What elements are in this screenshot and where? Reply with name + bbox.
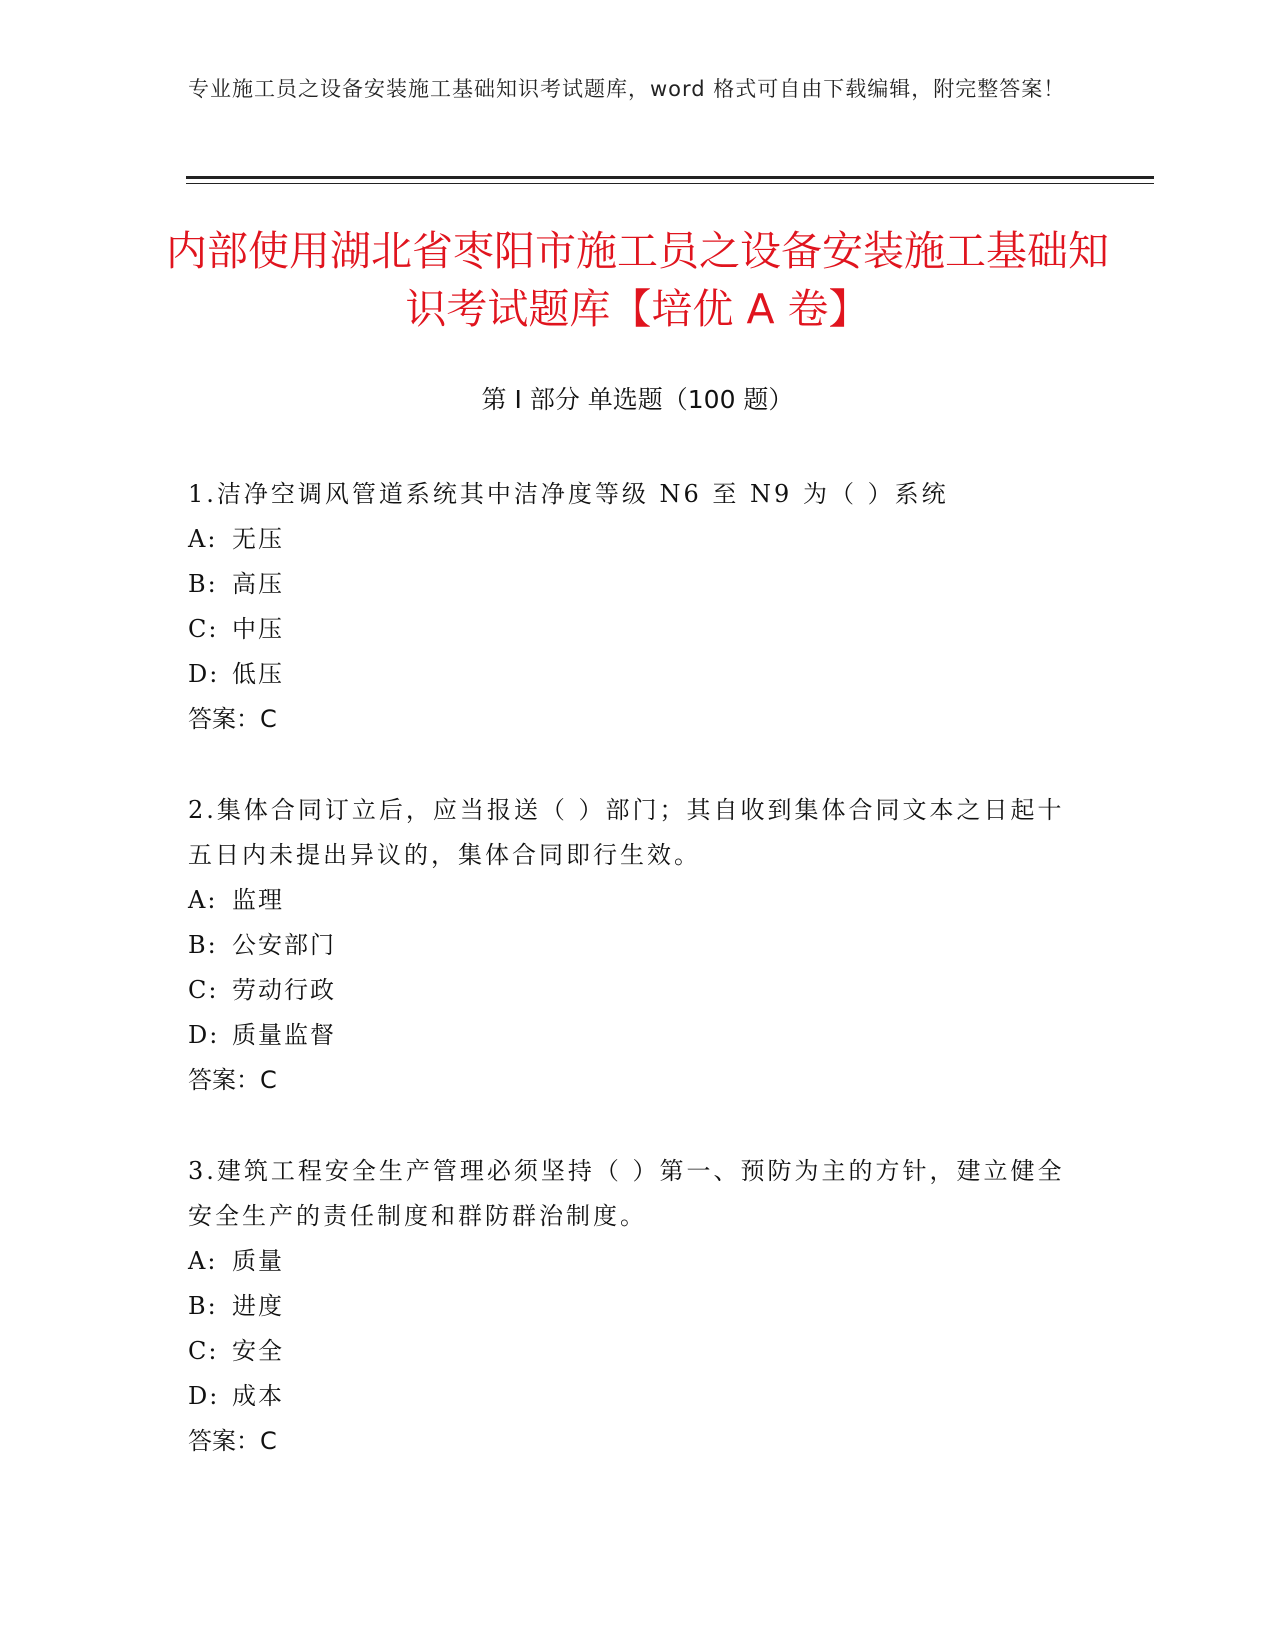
option-c: [188, 968, 1088, 1013]
section-title: 第 I 部分 单选题（100 题）: [481, 385, 794, 414]
option-text: 无压: [232, 525, 284, 553]
option-a: [188, 878, 1088, 923]
question-2: [188, 788, 1088, 1103]
option-b: [188, 1284, 1088, 1329]
option-b: [188, 562, 1088, 607]
answer: 答案：C: [188, 1427, 277, 1455]
option-letter: A:: [188, 1247, 218, 1275]
header-note: 专业施工员之设备安装施工基础知识考试题库，word 格式可自由下载编辑，附完整答案！: [188, 77, 1066, 101]
option-text: 监理: [232, 886, 284, 914]
option-text: 劳动行政: [232, 976, 336, 1004]
option-c: [188, 607, 1088, 652]
option-b: [188, 923, 1088, 968]
option-text: 质量监督: [232, 1021, 336, 1049]
question-stem: 1.洁净空调风管道系统其中洁净度等级 N6 至 N9 为（ ）系统: [188, 480, 949, 508]
header-divider-thin: [186, 183, 1154, 184]
option-letter: B:: [188, 931, 218, 959]
option-text: 进度: [232, 1292, 284, 1320]
option-d: [188, 1374, 1088, 1419]
option-letter: D:: [188, 1021, 220, 1049]
option-a: [188, 517, 1088, 562]
option-text: 成本: [232, 1382, 284, 1410]
option-letter: A:: [188, 886, 218, 914]
question-3: [188, 1149, 1088, 1464]
question-stem: 2.集体合同订立后，应当报送（ ）部门；其自收到集体合同文本之日起十五日内未提出异议的，集体合同即行生效。: [188, 796, 1065, 869]
option-d: [188, 652, 1088, 697]
question-list: [188, 472, 1088, 1510]
option-letter: C:: [188, 976, 219, 1004]
option-c: [188, 1329, 1088, 1374]
document-title: 内部使用湖北省枣阳市施工员之设备安装施工基础知识考试题库【培优 A 卷】: [166, 227, 1109, 333]
answer: 答案：C: [188, 705, 277, 733]
option-letter: B:: [188, 570, 218, 598]
option-text: 高压: [232, 570, 284, 598]
header-divider-thick: [186, 176, 1154, 179]
question-1: [188, 472, 1088, 742]
answer: 答案：C: [188, 1066, 277, 1094]
option-a: [188, 1239, 1088, 1284]
option-letter: A:: [188, 525, 218, 553]
option-letter: D:: [188, 660, 220, 688]
option-text: 中压: [232, 615, 284, 643]
option-text: 低压: [232, 660, 284, 688]
option-letter: C:: [188, 615, 219, 643]
option-letter: B:: [188, 1292, 218, 1320]
option-text: 公安部门: [232, 931, 336, 959]
option-text: 安全: [232, 1337, 284, 1365]
option-d: [188, 1013, 1088, 1058]
option-text: 质量: [232, 1247, 284, 1275]
option-letter: C:: [188, 1337, 219, 1365]
option-letter: D:: [188, 1382, 220, 1410]
question-stem: 3.建筑工程安全生产管理必须坚持（ ）第一、预防为主的方针，建立健全安全生产的责任制度和群防群治制度。: [188, 1157, 1065, 1230]
